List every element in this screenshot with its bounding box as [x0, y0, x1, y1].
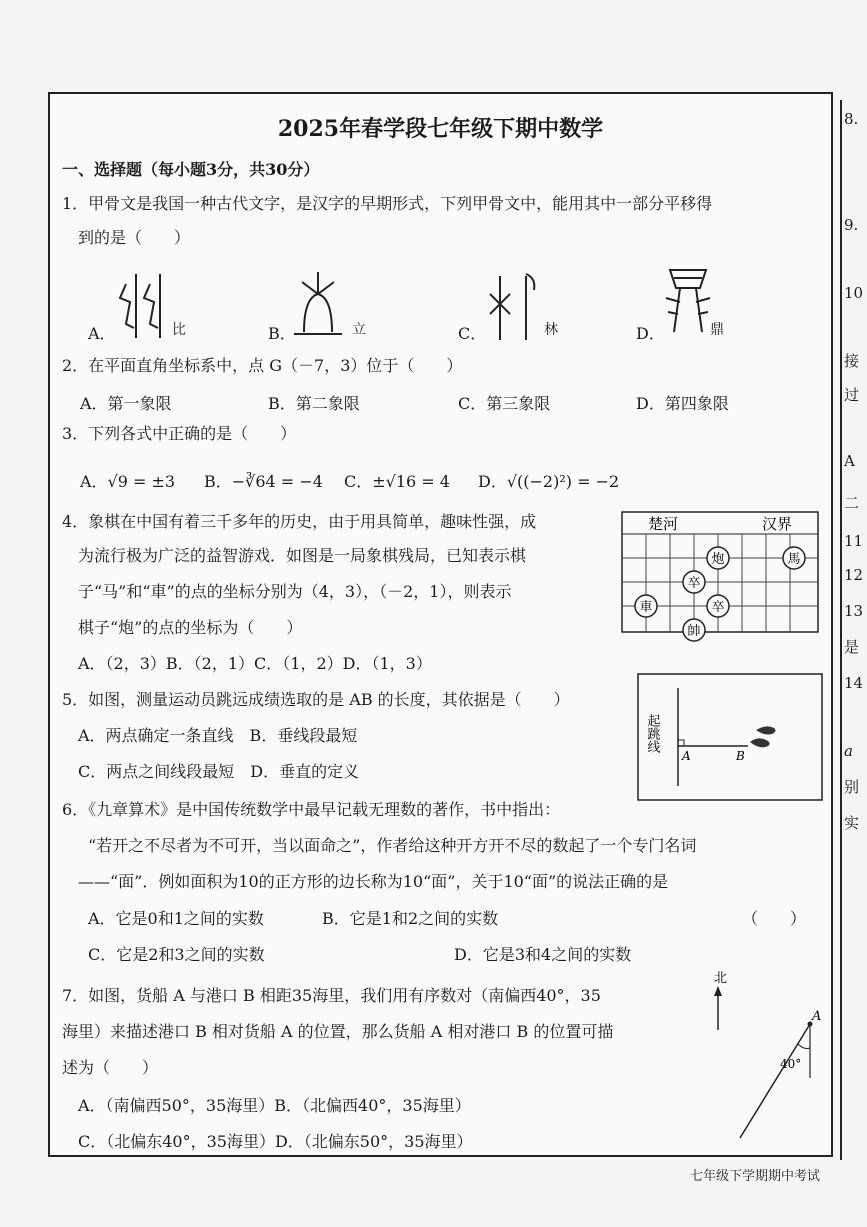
edge-mark: 别 [844, 778, 860, 796]
q4-options: A．（2，3）B．（2，1）C．（1，2）D．（1，3） [78, 654, 432, 673]
chessboard-figure [622, 512, 822, 642]
oracle-li-icon [294, 272, 342, 334]
q1-option-b: B． [268, 324, 296, 343]
piece-pao: 炮 [711, 552, 725, 567]
long-jump-figure [638, 674, 828, 804]
q6-stem-line3: ——“面”．例如面积为10的正方形的边长称为10“面”，关于10“面”的说法正确的是 [78, 872, 669, 891]
river-right-label: 汉界 [762, 515, 793, 533]
edge-mark: 14 [844, 674, 864, 692]
piece-zu-2: 卒 [711, 600, 725, 615]
q6-answer-paren: （ ） [742, 909, 807, 928]
q7-stem-line3: 述为（ ） [62, 1058, 159, 1077]
oracle-bi-icon [120, 274, 160, 338]
section-heading: 一、选择题（每小题3分，共30分） [62, 160, 320, 179]
q4-stem-line2: 为流行极为广泛的益智游戏．如图是一局象棋残局，已知表示棋 [78, 546, 527, 565]
q1-option-c: C． [458, 324, 487, 343]
piece-shuai: 帥 [687, 624, 701, 639]
piece-zu-1: 卒 [687, 576, 701, 591]
edge-mark: 实 [844, 814, 860, 832]
q1-option-a: A． [88, 324, 116, 343]
q3-option-c: C．±√16 = 4 [344, 472, 450, 491]
exam-page [48, 92, 833, 1157]
q6-stem-line1: 6．《九章算术》是中国传统数学中最早记载无理数的著作，书中指出： [62, 800, 561, 819]
q7-options-ab: A．（南偏西50°，35海里）B．（北偏西40°，35海里） [78, 1096, 471, 1115]
q5-options-ab: A．两点确定一条直线 B．垂线段最短 [78, 726, 358, 745]
river-left-label: 楚河 [648, 515, 679, 533]
north-label: 北 [714, 971, 728, 986]
q3-stem: 3．下列各式中正确的是（ ） [62, 424, 297, 443]
oracle-ding-icon [666, 270, 710, 332]
edge-mark: 二 [844, 494, 860, 512]
q2-option-a: A．第一象限 [80, 394, 172, 413]
q6-option-d: D．它是3和4之间的实数 [454, 945, 632, 964]
edge-mark: 是 [844, 638, 860, 656]
point-b-label: B [736, 749, 745, 763]
q3-option-d: D．√((−2)²) = −2 [478, 472, 620, 491]
q1-stem-line2: 到的是（ ） [78, 228, 191, 247]
edge-mark: a [844, 742, 853, 760]
page-footer: 七年级下学期期中考试 [690, 1169, 821, 1184]
q1-char-a: 比 [172, 322, 186, 338]
q5-stem: 5．如图，测量运动员跳远成绩选取的是 AB 的长度，其依据是（ ） [62, 690, 570, 709]
edge-mark: A [844, 452, 855, 470]
bearing-figure [710, 968, 830, 1148]
piece-ma: 馬 [787, 552, 801, 567]
q2-option-c: C．第三象限 [458, 394, 551, 413]
q1-option-d: D． [636, 324, 665, 343]
edge-mark: 11 [844, 532, 864, 550]
edge-mark: 过 [844, 386, 860, 404]
point-a-label: A [682, 749, 691, 763]
bearing-angle-label: 40° [780, 1057, 802, 1071]
q5-options-cd: C．两点之间线段最短 D．垂直的定义 [78, 762, 360, 781]
q1-char-d: 鼎 [710, 322, 724, 338]
q2-stem: 2．在平面直角坐标系中，点 G（－7，3）位于（ ） [62, 356, 463, 375]
q4-stem-line1: 4．象棋在中国有着三千多年的历史，由于用具简单，趣味性强，成 [62, 512, 537, 531]
q6-option-c: C．它是2和3之间的实数 [88, 945, 265, 964]
q4-stem-line4: 棋子“炮”的点的坐标为（ ） [78, 618, 303, 637]
piece-ju: 車 [639, 600, 653, 615]
q2-option-b: B．第二象限 [268, 394, 360, 413]
q6-stem-line2: “若开之不尽者为不可开，当以面命之”，作者给这种开方开不尽的数起了一个专门名词 [88, 836, 697, 855]
q7-options-cd: C．（北偏东40°，35海里）D．（北偏东50°，35海里） [78, 1132, 473, 1151]
q4-stem-line3: 子“马”和“車”的点的坐标分别为（4，3），（－2，1），则表示 [78, 582, 512, 601]
q7-stem-line2: 海里）来描述港口 B 相对货船 A 的位置，那么货船 A 相对港口 B 的位置可描 [62, 1022, 614, 1041]
q6-option-b: B．它是1和2之间的实数 [322, 909, 499, 928]
edge-mark: 12 [844, 566, 864, 584]
bearing-point-a: A [812, 1009, 822, 1024]
q1-char-c: 林 [544, 322, 558, 338]
edge-mark: 10 [844, 284, 864, 302]
q2-option-d: D．第四象限 [636, 394, 729, 413]
edge-mark: 13 [844, 602, 864, 620]
q1-stem-line1: 1．甲骨文是我国一种古代文字，是汉字的早期形式，下列甲骨文中，能用其中一部分平移得 [62, 194, 713, 213]
q7-stem-line1: 7．如图，货船 A 与港口 B 相距35海里，我们用有序数对（南偏西40°，35 [62, 986, 601, 1005]
next-page-edge [840, 100, 867, 1160]
oracle-lin-icon [490, 274, 534, 340]
q3-option-b: B．−∛64 = −4 [204, 472, 323, 491]
start-line-label: 起跳线 [644, 714, 660, 753]
exam-title: 2025年春学段七年级下期中数学 [277, 116, 604, 142]
q6-option-a: A．它是0和1之间的实数 [88, 909, 264, 928]
edge-mark: 8. [844, 110, 859, 128]
edge-mark: 9. [844, 216, 859, 234]
q1-char-b: 立 [352, 322, 366, 338]
edge-mark: 接 [844, 352, 860, 370]
q3-option-a: A．√9 = ±3 [80, 472, 176, 491]
